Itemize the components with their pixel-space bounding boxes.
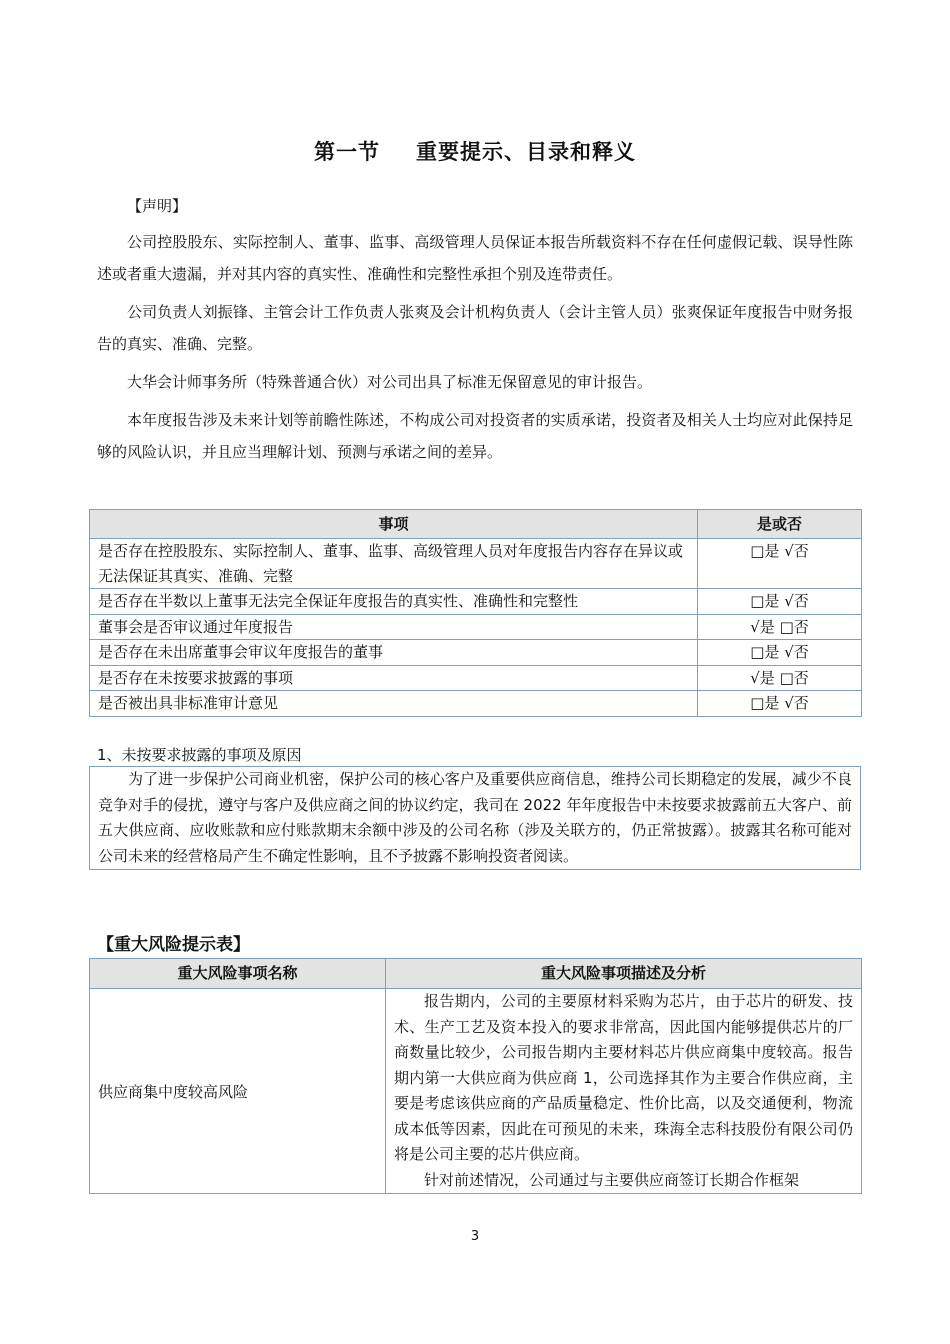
matter-answer: □是 √否 (698, 691, 862, 717)
statement-paragraph: 大华会计师事务所（特殊普通合伙）对公司出具了标准无保留意见的审计报告。 (127, 373, 653, 391)
section-title (0, 136, 950, 166)
risk-table (89, 958, 862, 1194)
matter-answer: □是 √否 (698, 640, 862, 666)
table-row (90, 614, 862, 640)
matter-answer: □是 √否 (698, 539, 862, 589)
section-number: 第一节 (314, 140, 380, 164)
risk-description-paragraph: 报告期内，公司的主要原材料采购为芯片，由于芯片的研发、技术、生产工艺及资本投入的要求非常高，因此国内能够提供芯片的厂商数量比较少，公司报告期内主要材料芯片供应商集中度较高。报告期内第一大供应商为供应商 1，公司选择其作为主要合作供应商，主要是考虑该供应商的产品质量稳定、性价比高，以及交通便利，物流成本低等因素，因此在可预见的未来，珠海全志科技股份有限公司仍将是公司主要的芯片供应商。 (394, 992, 853, 1163)
column-header-yes-no: 是或否 (698, 510, 862, 539)
statement-label: 【声明】 (127, 197, 188, 215)
table-header-row (90, 510, 862, 539)
section-heading: 重要提示、目录和释义 (416, 140, 636, 164)
risk-table-heading: 【重大风险提示表】 (97, 935, 250, 955)
matter-item: 董事会是否审议通过年度报告 (90, 614, 698, 640)
table-row (90, 665, 862, 691)
risk-name: 供应商集中度较高风险 (90, 989, 386, 1194)
matter-item: 是否存在未出席董事会审议年度报告的董事 (90, 640, 698, 666)
matter-answer: √是 □否 (698, 665, 862, 691)
matter-item: 是否存在半数以上董事无法完全保证年度报告的真实性、准确性和完整性 (90, 589, 698, 615)
column-header-item: 事项 (90, 510, 698, 539)
table-row (90, 691, 862, 717)
undisclosed-text: 为了进一步保护公司商业机密，保护公司的核心客户及重要供应商信息，维持公司长期稳定的发展，减少不良竞争对手的侵扰，遵守与客户及供应商之间的协议约定，我司在 2022 年年度报告中未按要求披露前五大客户、前五大供应商、应收账款和应付账款期末余额中涉及的公司名称（涉及关联方的，仍正常披露）。披露其名称可能对公司未来的经营格局产生不确定性影响，且不予披露不影响投资者阅读。 (89, 766, 861, 870)
statement-paragraph: 公司控股股东、实际控制人、董事、监事、高级管理人员保证本报告所载资料不存在任何虚假记载、误导性陈述或者重大遗漏，并对其内容的真实性、准确性和完整性承担个别及连带责任。 (97, 233, 853, 283)
column-header-risk-name: 重大风险事项名称 (90, 959, 386, 989)
matter-answer: √是 □否 (698, 614, 862, 640)
matter-answer: □是 √否 (698, 589, 862, 615)
matter-item: 是否存在未按要求披露的事项 (90, 665, 698, 691)
table-row (90, 539, 862, 589)
table-header-row (90, 959, 862, 989)
matter-item: 是否被出具非标准审计意见 (90, 691, 698, 717)
page-number: 3 (470, 1229, 480, 1244)
matter-item: 是否存在控股股东、实际控制人、董事、监事、高级管理人员对年度报告内容存在异议或无法保证其真实、准确、完整 (90, 539, 698, 589)
statement-paragraph: 本年度报告涉及未来计划等前瞻性陈述，不构成公司对投资者的实质承诺，投资者及相关人士均应对此保持足够的风险认识，并且应当理解计划、预测与承诺之间的差异。 (97, 411, 853, 461)
matters-table (89, 509, 862, 717)
table-row (90, 989, 862, 1194)
risk-description-paragraph: 针对前述情况，公司通过与主要供应商签订长期合作框架 (424, 1170, 800, 1189)
statement-block (97, 190, 853, 468)
statement-paragraph: 公司负责人刘振锋、主管会计工作负责人张爽及会计机构负责人（会计主管人员）张爽保证年度报告中财务报告的真实、准确、完整。 (97, 303, 853, 353)
table-row (90, 589, 862, 615)
column-header-risk-description: 重大风险事项描述及分析 (386, 959, 862, 989)
risk-description (386, 989, 862, 1194)
table-row (90, 640, 862, 666)
undisclosed-title: 1、未按要求披露的事项及原因 (97, 746, 302, 764)
